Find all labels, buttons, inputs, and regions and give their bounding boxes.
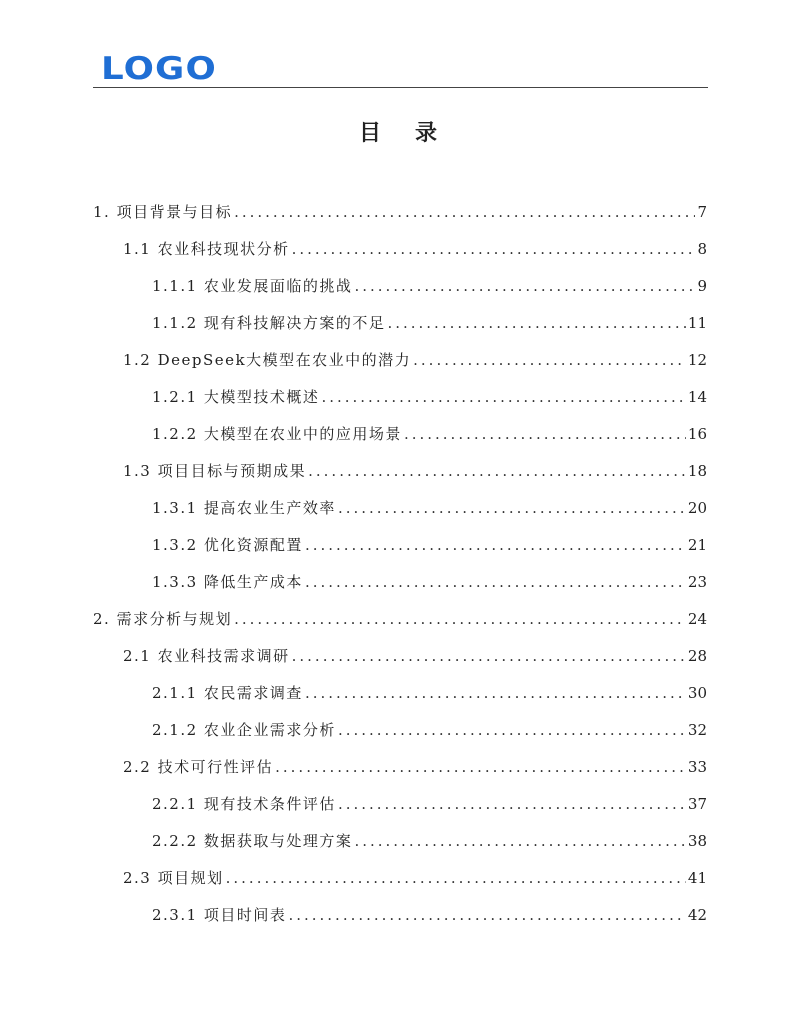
toc-entry[interactable] — [152, 786, 707, 823]
toc-entry-page: 30 — [687, 684, 707, 702]
toc-leader-dots — [354, 823, 685, 860]
toc-entry[interactable] — [152, 379, 707, 416]
toc-entry-label: 2.3.1 项目时间表 — [152, 906, 287, 924]
toc-leader-dots — [292, 231, 696, 268]
toc-entry-label: 1.1.1 农业发展面临的挑战 — [152, 277, 353, 295]
toc-leader-dots — [275, 749, 686, 786]
toc-entry[interactable] — [152, 712, 707, 749]
toc-entry-page: 21 — [687, 536, 707, 554]
toc-entry-label: 2.3 项目规划 — [123, 869, 224, 887]
toc-entry[interactable] — [152, 305, 707, 342]
toc-entry-page: 12 — [687, 351, 707, 369]
toc-entry-page: 41 — [687, 869, 707, 887]
toc-leader-dots — [292, 638, 686, 675]
toc-entry-label: 2. 需求分析与规划 — [93, 610, 233, 628]
toc-entry-page: 33 — [687, 758, 707, 776]
toc-leader-dots — [288, 897, 685, 934]
header-divider — [93, 87, 708, 88]
toc-entry[interactable] — [152, 564, 707, 601]
toc-entry-label: 2.1 农业科技需求调研 — [123, 647, 290, 665]
toc-leader-dots — [321, 379, 685, 416]
toc-leader-dots — [338, 786, 686, 823]
toc-leader-dots — [234, 194, 695, 231]
toc-entry-label: 2.2.1 现有技术条件评估 — [152, 795, 336, 813]
toc-entry[interactable] — [123, 453, 707, 490]
toc-entry[interactable] — [93, 601, 707, 638]
toc-entry-label: 1.2 DeepSeek大模型在农业中的潜力 — [123, 351, 412, 369]
toc-entry-label: 2.2 技术可行性评估 — [123, 758, 274, 776]
toc-leader-dots — [387, 305, 685, 342]
toc-entry-page: 23 — [687, 573, 707, 591]
page-title: 目录 — [358, 120, 471, 146]
company-logo: LOGO — [101, 51, 217, 87]
toc-entry-page: 18 — [687, 462, 707, 480]
toc-leader-dots — [305, 564, 686, 601]
toc-entry-label: 1.3.1 提高农业生产效率 — [152, 499, 336, 517]
toc-entry[interactable] — [123, 231, 707, 268]
toc-entry-label: 1.1 农业科技现状分析 — [123, 240, 290, 258]
toc-entry[interactable] — [123, 638, 707, 675]
toc-entry[interactable] — [123, 342, 707, 379]
toc-entry-page: 20 — [687, 499, 707, 517]
toc-entry-label: 1.3.2 优化资源配置 — [152, 536, 303, 554]
toc-entry[interactable] — [123, 860, 707, 897]
toc-entry-label: 1.3 项目目标与预期成果 — [123, 462, 307, 480]
toc-entry[interactable] — [152, 897, 707, 934]
toc-entry-page: 16 — [687, 425, 707, 443]
toc-entry-label: 2.2.2 数据获取与处理方案 — [152, 832, 353, 850]
toc-leader-dots — [413, 342, 686, 379]
toc-entry[interactable] — [123, 749, 707, 786]
toc-leader-dots — [338, 712, 686, 749]
toc-entry-label: 1.2.1 大模型技术概述 — [152, 388, 320, 406]
toc-entry-page: 9 — [697, 277, 707, 295]
toc-leader-dots — [308, 453, 686, 490]
toc-leader-dots — [354, 268, 695, 305]
toc-entry[interactable] — [152, 675, 707, 712]
toc-entry-page: 32 — [687, 721, 707, 739]
toc-leader-dots — [226, 860, 686, 897]
toc-entry-page: 38 — [687, 832, 707, 850]
toc-leader-dots — [305, 675, 686, 712]
toc-entry[interactable] — [152, 416, 707, 453]
toc-leader-dots — [305, 527, 686, 564]
toc-entry[interactable] — [152, 527, 707, 564]
toc-entry[interactable] — [152, 268, 707, 305]
toc-entry-page: 7 — [697, 203, 707, 221]
toc-entry-label: 1.3.3 降低生产成本 — [152, 573, 303, 591]
toc-entry[interactable] — [152, 823, 707, 860]
toc-entry-label: 1.2.2 大模型在农业中的应用场景 — [152, 425, 402, 443]
toc-entry-label: 1.1.2 现有科技解决方案的不足 — [152, 314, 386, 332]
toc-leader-dots — [404, 416, 686, 453]
toc-entry-label: 1. 项目背景与目标 — [93, 203, 233, 221]
toc-entry-page: 14 — [687, 388, 707, 406]
toc-entry[interactable] — [93, 194, 707, 231]
toc-entry-page: 37 — [687, 795, 707, 813]
toc-entry-page: 42 — [687, 906, 707, 924]
toc-entry-page: 8 — [697, 240, 707, 258]
toc-leader-dots — [338, 490, 686, 527]
toc-entry-page: 11 — [687, 314, 707, 332]
toc-entry[interactable] — [152, 490, 707, 527]
toc-leader-dots — [234, 601, 686, 638]
toc-entry-label: 2.1.2 农业企业需求分析 — [152, 721, 336, 739]
toc-entry-label: 2.1.1 农民需求调查 — [152, 684, 303, 702]
toc-entry-page: 24 — [687, 610, 707, 628]
toc-entry-page: 28 — [687, 647, 707, 665]
